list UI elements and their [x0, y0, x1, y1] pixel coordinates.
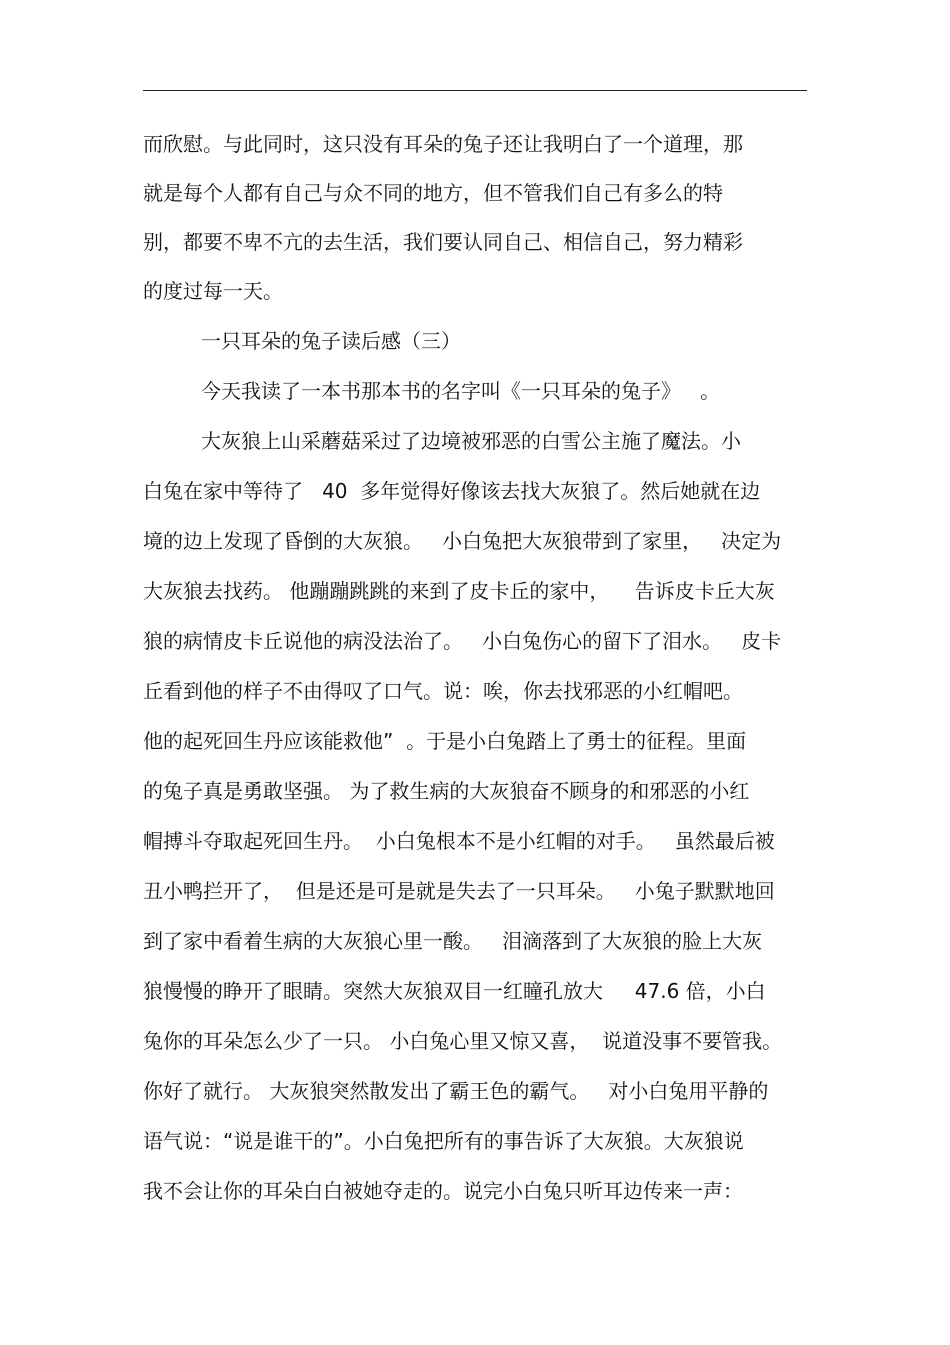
- text-line: 今天我读了一本书那本书的名字叫《一只耳朵的兔子》 。: [201, 379, 721, 403]
- section-heading: 一只耳朵的兔子读后感（三）: [201, 329, 461, 353]
- text-line: 他的起死回生丹应该能救他” 。于是小白兔踏上了勇士的征程。里面: [143, 729, 747, 753]
- text-line: 的度过每一天。: [143, 279, 283, 303]
- text-line: 兔你的耳朵怎么少了一只。 小白兔心里又惊又喜， 说道没事不要管我。: [143, 1029, 783, 1053]
- text-line: 语气说：“说是谁干的”。小白兔把所有的事告诉了大灰狼。大灰狼说: [143, 1129, 744, 1153]
- text-line: 大灰狼去找药。 他蹦蹦跳跳的来到了皮卡丘的家中， 告诉皮卡丘大灰: [143, 579, 775, 603]
- text-line: 你好了就行。 大灰狼突然散发出了霸王色的霸气。 对小白兔用平静的: [143, 1079, 769, 1103]
- body-text: [143, 120, 807, 1216]
- text-line: 而欣慰。与此同时，这只没有耳朵的兔子还让我明白了一个道理，那: [143, 132, 743, 156]
- text-line: 丑小鸭拦开了， 但是还是可是就是失去了一只耳朵。 小兔子默默地回: [143, 879, 775, 903]
- text-line: 帽搏斗夺取起死回生丹。 小白兔根本不是小红帽的对手。 虽然最后被: [143, 829, 775, 853]
- header-rule: [143, 90, 807, 91]
- text-line: 别，都要不卑不亢的去生活，我们要认同自己、相信自己，努力精彩: [143, 230, 743, 254]
- text-line: 的兔子真是勇敢坚强。 为了救生病的大灰狼奋不顾身的和邪恶的小红: [143, 779, 750, 803]
- text-line: 狼慢慢的睁开了眼睛。突然大灰狼双目一红瞳孔放大 47.6 倍，小白: [143, 979, 766, 1003]
- text-line: 境的边上发现了昏倒的大灰狼。 小白兔把大灰狼带到了家里， 决定为: [143, 529, 782, 553]
- text-line: 大灰狼上山采蘑菇采过了边境被邪恶的白雪公主施了魔法。小: [201, 429, 741, 453]
- text-line: 狼的病情皮卡丘说他的病没法治了。 小白兔伤心的留下了泪水。 皮卡: [143, 629, 782, 653]
- text-line: 我不会让你的耳朵白白被她夺走的。说完小白兔只听耳边传来一声：: [143, 1179, 743, 1203]
- text-line: 丘看到他的样子不由得叹了口气。说：唉，你去找邪恶的小红帽吧。: [143, 679, 743, 703]
- text-line: 就是每个人都有自己与众不同的地方，但不管我们自己有多么的特: [143, 181, 723, 205]
- text-line: 白兔在家中等待了 40 多年觉得好像该去找大灰狼了。然后她就在边: [143, 479, 761, 503]
- text-line: 到了家中看着生病的大灰狼心里一酸。 泪滴落到了大灰狼的脸上大灰: [143, 929, 763, 953]
